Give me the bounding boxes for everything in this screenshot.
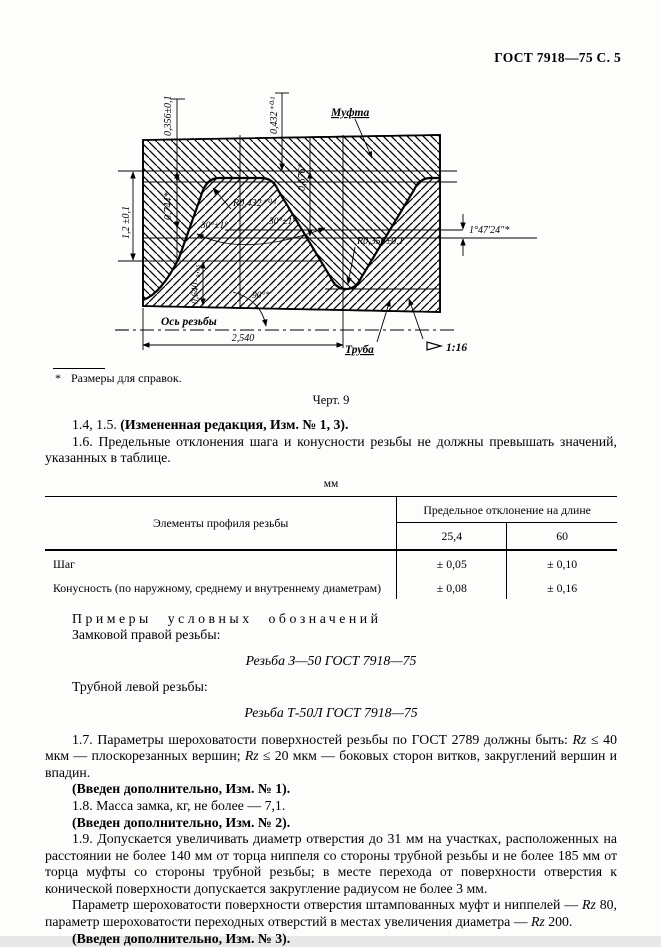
coupling-label: Муфта [331, 107, 370, 119]
para-1-9: 1.9. Допускается увеличивать диаметр отверстия до 31 мм на участках, расположенных на расстоянии не более 140 мм от торца ниппеля со стороны трубной резьбы и не более 185 мм от торца муфты со стороны трубной резьбы; в месте перехода от поверхности отверстия к конической поверхности допускается закругление радиусом не более 3 мм. [45, 831, 617, 896]
para-1-9b-text-3: 200. [544, 914, 573, 930]
angle-right-label: 30°±1° [269, 217, 297, 227]
radius-root-label: R0,356±0,1 [357, 236, 404, 247]
note-izm-2: (Введен дополнительно, Изм. № 2). [72, 814, 291, 830]
examples-heading: Примеры условных обозначений [72, 610, 382, 626]
para-1-8: 1.8. Масса замка, кг, не более — 7,1. [72, 797, 286, 813]
figure-thread-profile [85, 86, 561, 378]
designation-lock-thread: Резьба З—50 ГОСТ 7918—75 [245, 652, 417, 668]
axis-label: Ось резьбы [161, 316, 217, 328]
table-subheader-25-4: 25,4 [397, 522, 507, 550]
rz-symbol: Rz [244, 748, 259, 764]
para-1-7-text-2: ≤ 40 мкм — плоскорезанных вершин; [45, 731, 617, 764]
para-1-9b-text-2: 80, параметр шероховатости переходных отверстий в местах увеличения диаметра — [45, 897, 617, 930]
para-1-4-1-5-note: (Измененная редакция, Изм. № 1, 3). [120, 417, 349, 433]
angle-left-label: 30°±1° [201, 221, 229, 231]
footnote-text: Размеры для справок. [71, 371, 182, 385]
row-konusnost-name: Конусность (по наружному, среднему и внутреннему диаметрам) [45, 575, 397, 599]
pipe-label: Труба [345, 344, 374, 356]
designation-pipe-thread: Резьба Т-50Л ГОСТ 7918—75 [244, 704, 418, 720]
document-body [45, 368, 617, 947]
dim-0676-label: 0,676* [297, 163, 308, 191]
row-shag-v2: ± 0,10 [507, 550, 617, 575]
dim-0744-label: 0,744* [163, 192, 174, 220]
taper-ratio-label: 1:16 [446, 342, 468, 354]
tolerance-table [45, 496, 617, 599]
para-1-4-1-5 [45, 417, 617, 434]
taper-symbol-icon [427, 342, 441, 350]
dim-12-label: 1,2 ±0,1 [121, 206, 132, 239]
para-1-7-text-3: ≤ 20 мкм — боковых сторон витков, закруглений вершин и впадин. [45, 748, 617, 780]
table-subheader-60: 60 [507, 522, 617, 550]
footnote-rule [53, 368, 105, 369]
dim-0640-label: 0,640₋₀‚₀₅ [191, 264, 201, 304]
angle-90-label: 90°* [252, 291, 271, 301]
note-izm-1: (Введен дополнительно, Изм. № 1). [72, 781, 291, 797]
row-konusnost-v1: ± 0,08 [436, 580, 467, 595]
taper-angle-label: 1°47'24"* [469, 225, 510, 236]
table-row [45, 550, 617, 575]
figure-footnote [55, 370, 617, 387]
note-izm-3: (Введен дополнительно, Изм. № 3). [72, 930, 291, 946]
dim-0356-label: 0,356±0,1 [163, 95, 174, 136]
table-unit-label: мм [323, 477, 339, 490]
radius-crest-label: R0,432⁺⁰·¹ [233, 198, 277, 209]
row-konusnost-v2: ± 0,16 [507, 575, 617, 599]
para-1-9b-text-1: Параметр шероховатости поверхности отверстия штампованных муфт и ниппелей — [72, 897, 583, 913]
row-shag-name: Шаг [45, 550, 397, 575]
para-1-9b [45, 897, 617, 930]
table-col1-header: Элементы профиля резьбы [45, 496, 397, 550]
examples-intro-1: Замковой правой резьбы: [72, 627, 221, 643]
para-1-7 [45, 732, 617, 782]
table-row [45, 575, 617, 599]
para-1-4-1-5-number: 1.4, 1.5. [72, 417, 121, 433]
thread-profile-drawing [85, 86, 561, 378]
para-1-6: 1.6. Предельные отклонения шага и конусности резьбы не должны превышать значений, указанных в таблице. [45, 433, 617, 466]
dim-0432-label: 0,432⁺⁰·¹ [269, 96, 280, 134]
rz-symbol: Rz [582, 897, 596, 913]
footnote-star: * [55, 371, 61, 385]
row-shag-v1: ± 0,05 [436, 556, 467, 571]
para-1-7-text-1: 1.7. Параметры шероховатости поверхностей резьбы по ГОСТ 2789 должны быть: [72, 731, 573, 747]
table-col2-header: Предельное отклонение на длине [397, 496, 617, 522]
dim-2540-label: 2,540 [231, 333, 255, 344]
examples-intro-2: Трубной левой резьбы: [72, 679, 208, 695]
rz-symbol: Rz [572, 731, 587, 747]
figure-caption: Черт. 9 [312, 392, 350, 407]
page-header: ГОСТ 7918—75 С. 5 [494, 50, 621, 65]
rz-symbol: Rz [531, 914, 545, 930]
